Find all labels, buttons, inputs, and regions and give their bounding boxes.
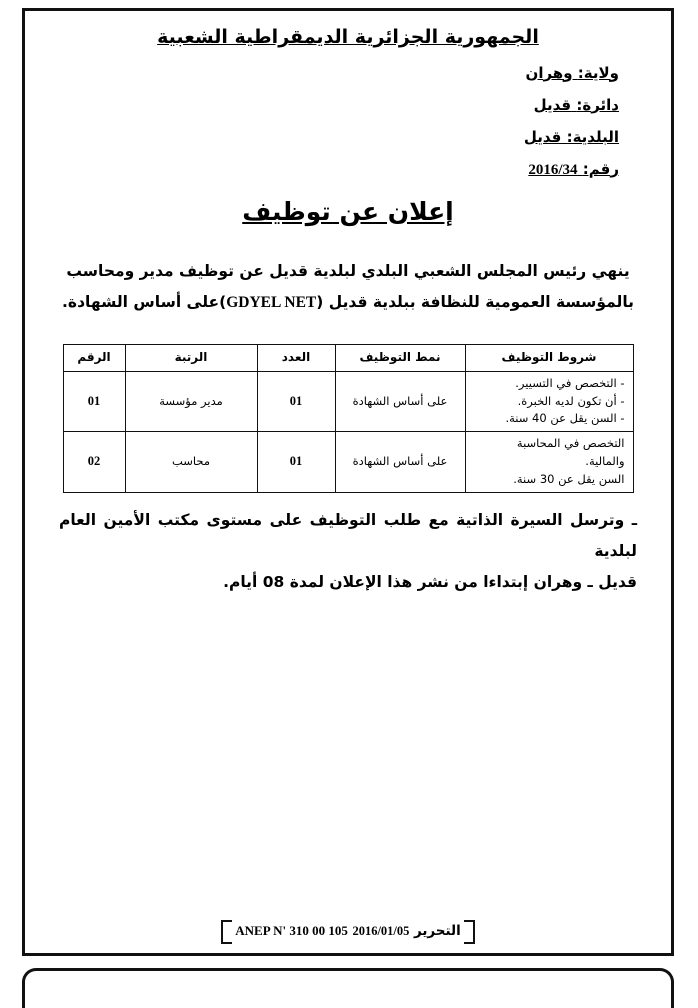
footer-label: التحرير xyxy=(413,923,461,939)
meta-wilaya xyxy=(49,64,647,82)
cell-count: 01 xyxy=(257,371,335,431)
closing-paragraph xyxy=(59,505,637,598)
cell-rank: محاسب xyxy=(125,432,257,492)
footer-stamp xyxy=(221,923,475,939)
th-num: الرقم xyxy=(63,344,125,371)
cell-mode: على أساس الشهادة xyxy=(335,371,465,431)
footer-date: 2016/01/05 xyxy=(352,924,410,938)
cell-num: 02 xyxy=(63,432,125,492)
cell-count: 01 xyxy=(257,432,335,492)
cell-mode: على أساس الشهادة xyxy=(335,432,465,492)
meta-daira xyxy=(49,96,647,114)
intro-line-2 xyxy=(59,287,637,318)
th-count: العدد xyxy=(257,344,335,371)
condition-line: - التخصص في التسيير. xyxy=(515,375,625,390)
meta-wilaya-value: وهران xyxy=(525,63,573,82)
table-row xyxy=(63,432,633,492)
meta-baladiya xyxy=(49,128,647,146)
meta-daira-value: قديل xyxy=(533,95,572,114)
announcement-title: إعلان عن توظيف xyxy=(242,196,454,226)
cell-conditions xyxy=(465,432,633,492)
cell-rank: مدير مؤسسة xyxy=(125,371,257,431)
table-header-row xyxy=(63,344,633,371)
document-frame xyxy=(22,8,674,956)
th-conditions: شروط التوظيف xyxy=(465,344,633,371)
next-page-frame xyxy=(22,968,674,1008)
th-rank: الرتبة xyxy=(125,344,257,371)
document-footer xyxy=(25,920,671,939)
jobs-table xyxy=(63,344,634,493)
meta-number-label: رقم: xyxy=(582,159,619,178)
document-body xyxy=(25,11,671,953)
meta-number-value: 2016/34 xyxy=(528,161,578,178)
meta-wilaya-label: ولاية: xyxy=(577,63,619,82)
meta-baladiya-value: قديل xyxy=(523,127,562,146)
th-mode: نمط التوظيف xyxy=(335,344,465,371)
closing-line-1: ـ وترسل السيرة الذاتية مع طلب التوظيف على مستوى مكتب الأمين العام لبلدية xyxy=(59,510,637,560)
closing-line-2: قديل ـ وهران إبتداءا من نشر هذا الإعلان لمدة 08 أيام. xyxy=(223,572,637,591)
meta-baladiya-label: البلدية: xyxy=(566,127,619,146)
condition-line: - أن تكون لديه الخبرة. xyxy=(517,393,625,408)
meta-daira-label: دائرة: xyxy=(576,95,619,114)
page-title: الجمهورية الجزائرية الديمقراطية الشعبية xyxy=(157,26,539,48)
condition-line: والمالية. xyxy=(585,453,625,468)
cell-conditions xyxy=(465,371,633,431)
condition-line: التخصص في المحاسبة xyxy=(516,436,625,451)
condition-line: - السن يقل عن 40 سنة. xyxy=(505,411,625,426)
cell-num: 01 xyxy=(63,371,125,431)
intro-paragraph xyxy=(59,256,637,318)
intro-line-1: ينهي رئيس المجلس الشعبي البلدي لبلدية قديل عن توظيف مدير ومحاسب xyxy=(66,261,630,280)
intro-line-2-after: )على أساس الشهادة. xyxy=(62,292,227,311)
document-meta xyxy=(49,64,647,179)
intro-line-2-before: بالمؤسسة العمومية للنظافة ببلدية قديل ( xyxy=(316,292,634,311)
table-row xyxy=(63,371,633,431)
enterprise-name: GDYEL NET xyxy=(226,293,317,311)
condition-line: السن يقل عن 30 سنة. xyxy=(513,471,625,486)
meta-number xyxy=(49,160,647,179)
footer-anep-number: ANEP N' 310 00 105 xyxy=(235,923,348,938)
